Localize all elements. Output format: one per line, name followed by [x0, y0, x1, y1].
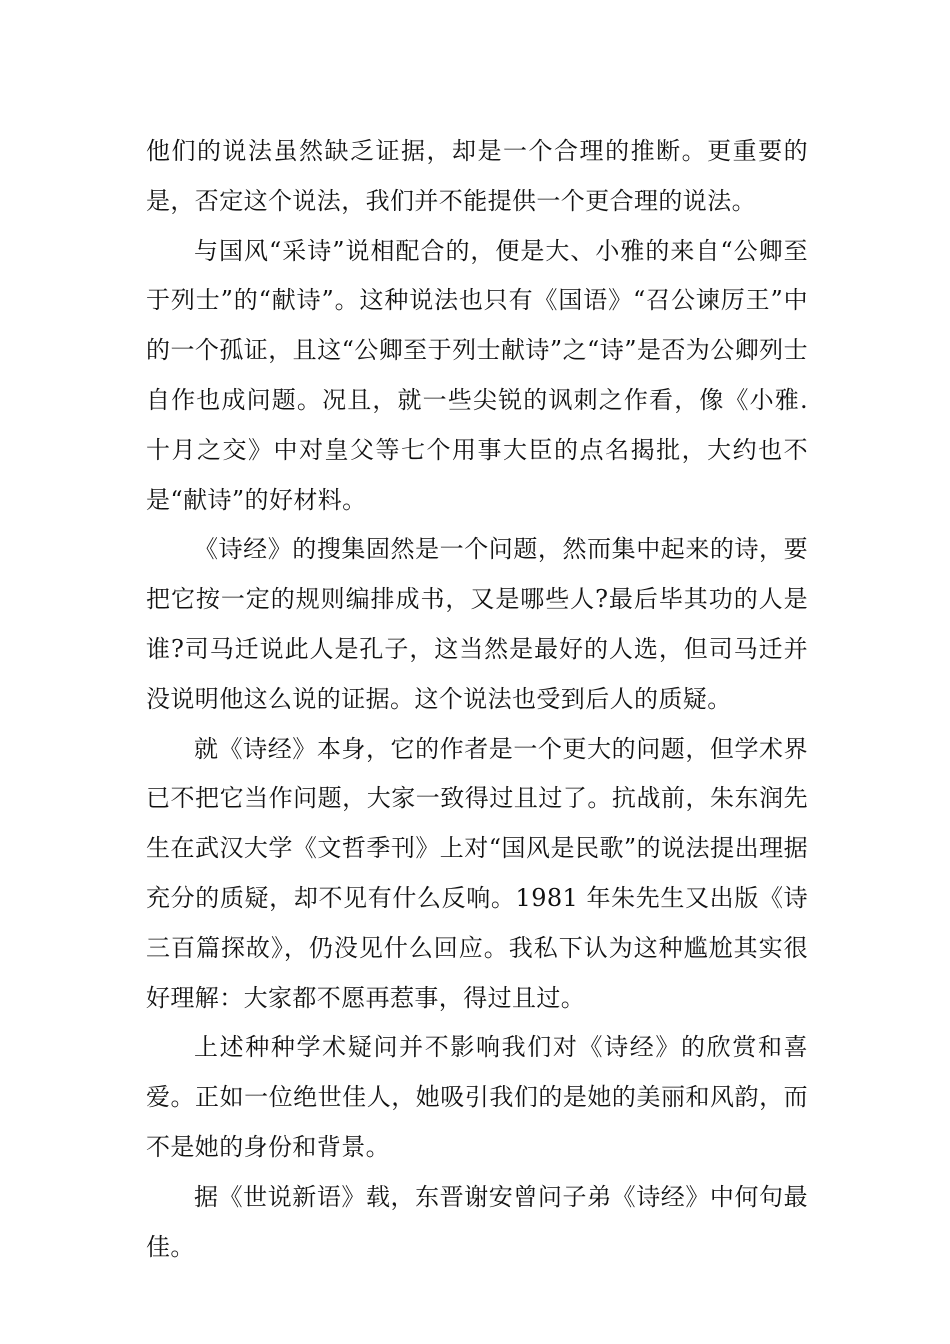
paragraph-6: 据《世说新语》载，东晋谢安曾问子弟《诗经》中何句最佳。	[146, 1182, 808, 1261]
paragraph-5: 上述种种学术疑问并不影响我们对《诗经》的欣赏和喜爱。正如一位绝世佳人，她吸引我们的是她的美丽和风韵，而不是她的身份和背景。	[146, 1033, 808, 1161]
document-body	[146, 127, 808, 1272]
paragraph-1: 他们的说法虽然缺乏证据，却是一个合理的推断。更重要的是，否定这个说法，我们并不能提供一个更合理的说法。	[146, 137, 808, 215]
paragraph-4: 就《诗经》本身，它的作者是一个更大的问题，但学术界已不把它当作问题，大家一致得过且过了。抗战前，朱东润先生在武汉大学《文哲季刊》上对“国风是民歌”的说法提出理据充分的质疑，却不见有什么反响。1981 年朱先生又出版《诗三百篇探故》，仍没见什么回应。我私下认为这种尴尬其实很好理解：大家都不愿再惹事，得过且过。	[146, 734, 808, 1012]
paragraph-3: 《诗经》的搜集固然是一个问题，然而集中起来的诗，要把它按一定的规则编排成书，又是哪些人?最后毕其功的人是谁?司马迁说此人是孔子，这当然是最好的人选，但司马迁并没说明他这么说的证据。这个说法也受到后人的质疑。	[146, 535, 808, 713]
paragraph-2: 与国风“采诗”说相配合的，便是大、小雅的来自“公卿至于列士”的“献诗”。这种说法也只有《国语》“召公谏厉王”中的一个孤证，且这“公卿至于列士献诗”之“诗”是否为公卿列士自作也成问题。况且，就一些尖锐的讽刺之作看，像《小雅.十月之交》中对皇父等七个用事大臣的点名揭批，大约也不是“献诗”的好材料。	[146, 236, 808, 514]
